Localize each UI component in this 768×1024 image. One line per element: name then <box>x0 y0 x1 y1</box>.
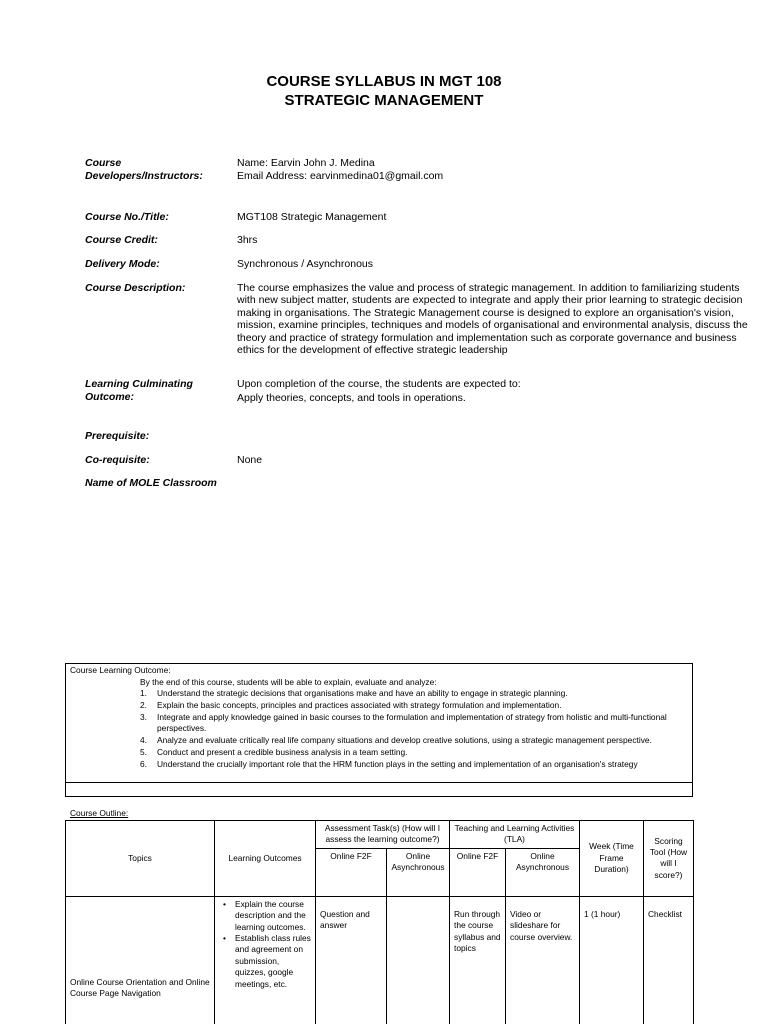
course-description-label: Course Description: <box>85 282 186 294</box>
document-title: COURSE SYLLABUS IN MGT 108 <box>266 73 502 90</box>
list-item: 5. Conduct and present a credible business analysis in a team setting. <box>140 746 408 757</box>
developers-name: Name: Earvin John J. Medina <box>237 157 375 169</box>
mole-classroom-label: Name of MOLE Classroom <box>85 477 217 489</box>
delivery-mode-label: Delivery Mode: <box>85 258 160 270</box>
course-no-label: Course No./Title: <box>85 211 169 223</box>
header-online-async-tla: Online Asynchronous <box>506 848 580 896</box>
header-online-f2f-tla: Online F2F <box>450 848 506 896</box>
week-cell: 1 (1 hour) <box>580 896 644 1024</box>
culminating-outcome-line2: Apply theories, concepts, and tools in operations. <box>237 392 466 404</box>
course-no-value: MGT108 Strategic Management <box>237 211 387 223</box>
header-online-f2f-assess: Online F2F <box>316 848 387 896</box>
tla-async-cell: Video or slideshare for course overview. <box>506 896 580 1024</box>
learning-outcomes-cell <box>215 896 316 1024</box>
course-credit-value: 3hrs <box>237 234 258 246</box>
culminating-outcome-line1: Upon completion of the course, the students are expected to: <box>237 378 521 390</box>
assessment-async-cell <box>387 896 450 1024</box>
learning-outcome-heading: Course Learning Outcome: <box>70 665 171 675</box>
assessment-f2f-cell: Question and answer <box>316 896 387 1024</box>
learning-outcome-box <box>65 663 693 797</box>
tla-f2f-cell: Run through the course syllabus and topics <box>450 896 506 1024</box>
list-item: 4. Analyze and evaluate critically real life company situations and develop creative solutions, using a strategic management perspective. <box>140 735 652 746</box>
list-item: 6. Understand the crucially important role that the HRM function plays in the setting and implementation of an organisation's strategy <box>140 758 638 769</box>
corequisite-label: Co-requisite: <box>85 454 150 466</box>
list-item: 1. Understand the strategic decisions that organisations make and have an ability to engage in strategic planning. <box>140 688 568 698</box>
culminating-outcome-label: Learning Culminating Outcome: <box>85 378 193 403</box>
header-scoring: Scoring Tool (How will I score?) <box>644 821 694 897</box>
course-outline-heading: Course Outline: <box>70 808 129 818</box>
box-divider <box>66 782 692 783</box>
course-outline-table <box>65 820 694 1024</box>
table-row <box>66 896 694 1024</box>
developers-email: Email Address: earvinmedina01@gmail.com <box>237 170 444 182</box>
document-subtitle: STRATEGIC MANAGEMENT <box>284 92 484 109</box>
corequisite-value: None <box>237 454 263 466</box>
topic-cell: Online Course Orientation and Online Course Page Navigation <box>66 896 215 1024</box>
header-week: Week (Time Frame Duration) <box>580 821 644 897</box>
delivery-mode-value: Synchronous / Asynchronous <box>237 258 373 270</box>
course-description-value: The course emphasizes the value and process of strategic management. In addition to familiarizing students with new subject matter, students are expected to integrate and apply their prior learning to strategic decision making in organisations. The Strategic Management course is designed to explore an organisation's vision, mission, examine principles, techniques and models of organisational and environmental analysis, discuss the theory and practice of strategy formulation and implementation such as corporate governance and business ethics for the development of effective strategic leadership <box>237 282 748 357</box>
header-online-async-assess: Online Asynchronous <box>387 848 450 896</box>
prerequisite-label: Prerequisite: <box>85 430 150 442</box>
course-credit-label: Course Credit: <box>85 234 158 246</box>
scoring-cell: Checklist <box>644 896 694 1024</box>
header-assessment: Assessment Task(s) (How will I assess the learning outcome?) <box>316 821 450 849</box>
list-item: 3. Integrate and apply knowledge gained in basic courses to the formulation and implementation of strategy from holistic and multi-functional perspectives. <box>140 711 667 734</box>
header-learning-outcomes: Learning Outcomes <box>215 821 316 897</box>
list-item: 2. Explain the basic concepts, principles and practices associated with strategy formulation and implementation. <box>140 699 562 710</box>
header-tla: Teaching and Learning Activities (TLA) <box>450 821 580 849</box>
learning-outcome-list <box>140 688 690 771</box>
header-topics: Topics <box>66 821 215 897</box>
developers-label: Course Developers/Instructors: <box>85 157 203 182</box>
list-item: • Establish class rules and agreement on submission, quizzes, google meetings, etc. <box>235 933 311 990</box>
list-item: • Explain the course description and the learning outcomes. <box>235 899 311 933</box>
learning-outcome-intro: By the end of this course, students will be able to explain, evaluate and analyze: <box>140 677 437 687</box>
